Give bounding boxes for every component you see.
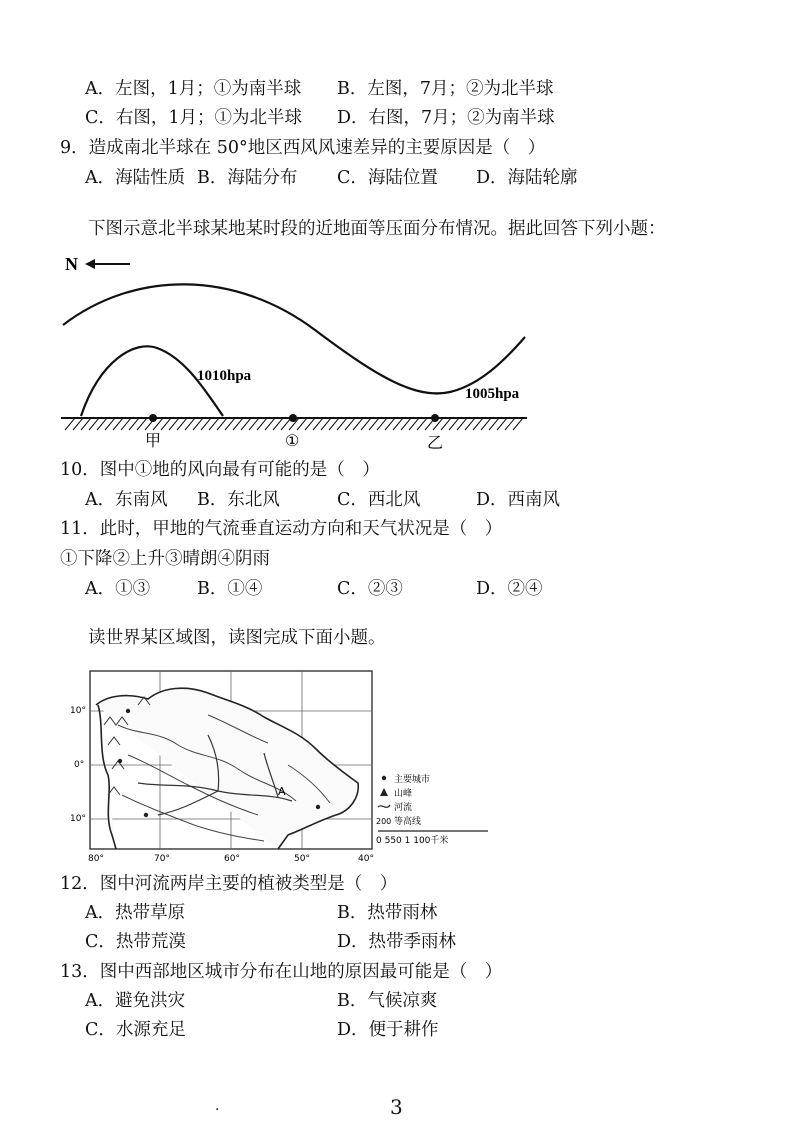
legend-contour: 等高线 <box>394 817 422 827</box>
point-yi-marker <box>431 414 439 422</box>
point-a-label: A <box>278 785 286 798</box>
q11-stem: 11．此时，甲地的气流垂直运动方向和天气状况是（ ） <box>60 519 503 539</box>
q8-option-b: B．左图，7月；②为北半球 <box>337 79 554 99</box>
q8-option-d: D．右图，7月；②为南半球 <box>337 108 555 128</box>
river-legend-icon <box>378 805 390 807</box>
lat-label-south-10: 10° <box>70 814 86 824</box>
q9-option-c: C．海陆位置 <box>337 168 438 188</box>
q12-option-b: B．热带雨林 <box>337 903 438 923</box>
q10-option-c: C．西北风 <box>337 490 421 510</box>
q13-stem: 13．图中西部地区城市分布在山地的原因最可能是（ ） <box>60 962 503 982</box>
region-map <box>68 665 508 865</box>
legend-scale: 0 550 1 100千米 <box>376 836 449 846</box>
lon-label-60: 60° <box>224 854 240 864</box>
peak-legend-icon <box>380 788 388 796</box>
q10-option-a: A．东南风 <box>85 490 168 510</box>
legend-river: 河流 <box>394 803 413 813</box>
q11-option-a: A．①③ <box>85 579 151 599</box>
q10-option-d: D．西南风 <box>476 490 561 510</box>
point-jia-label: 甲 <box>145 433 162 450</box>
isobar-1005 <box>63 284 525 393</box>
q9-option-a: A．海陆性质 <box>85 168 186 188</box>
label-1005hpa: 1005hpa <box>465 386 520 402</box>
label-1010hpa: 1010hpa <box>197 368 252 384</box>
q12-option-d: D．热带季雨林 <box>337 932 457 952</box>
north-label: N <box>65 254 78 274</box>
q11-option-c: C．②③ <box>337 579 403 599</box>
q8-option-c: C．右图，1月；①为北半球 <box>85 108 303 128</box>
lat-label-north-10: 10° <box>70 706 86 716</box>
q12-stem: 12．图中河流两岸主要的植被类型是（ ） <box>60 874 398 894</box>
q11-option-b: B．①④ <box>197 579 263 599</box>
lon-label-50: 50° <box>294 854 310 864</box>
lon-label-40: 40° <box>358 854 374 864</box>
lon-label-80: 80° <box>88 854 104 864</box>
lon-label-70: 70° <box>154 854 170 864</box>
legend-city: 主要城市 <box>394 775 431 785</box>
page-number: 3 <box>390 1095 403 1119</box>
q10-option-b: B．东北风 <box>197 490 280 510</box>
q13-option-c: C．水源充足 <box>85 1020 186 1040</box>
intro-region-map: 读世界某区域图，读图完成下面小题。 <box>88 628 386 648</box>
point-yi-label: 乙 <box>427 435 444 450</box>
q9-option-d: D．海陆轮廓 <box>476 168 578 188</box>
point-1-label: ① <box>285 433 300 450</box>
q11-items: ①下降②上升③晴朗④阴雨 <box>60 549 270 569</box>
q10-stem: 10．图中①地的风向最有可能的是（ ） <box>60 460 380 480</box>
point-1-marker <box>289 414 297 422</box>
city-legend-icon <box>382 776 386 780</box>
q13-option-d: D．便于耕作 <box>337 1020 439 1040</box>
point-jia-marker <box>149 414 157 422</box>
lat-label-0: 0° <box>74 760 85 770</box>
continent-outline <box>96 688 358 849</box>
q13-option-b: B．气候凉爽 <box>337 991 438 1011</box>
q12-option-a: A．热带草原 <box>85 903 186 923</box>
q13-option-a: A．避免洪灾 <box>85 991 186 1011</box>
isobar-diagram <box>55 250 545 450</box>
q11-option-d: D．②④ <box>476 579 543 599</box>
legend-peak: 山峰 <box>394 789 413 799</box>
q12-option-c: C．热带荒漠 <box>85 932 186 952</box>
q8-option-a: A．左图，1月；①为南半球 <box>85 79 302 99</box>
q9-option-b: B．海陆分布 <box>197 168 298 188</box>
q9-stem: 9．造成南北半球在 50°地区西风风速差异的主要原因是（ ） <box>60 138 546 158</box>
map-legend <box>376 773 488 846</box>
footer-dot: . <box>215 1098 220 1114</box>
intro-isobar: 下图示意北半球某地某时段的近地面等压面分布情况。据此回答下列小题： <box>88 219 666 239</box>
legend-contour-value: 200 <box>376 817 392 826</box>
